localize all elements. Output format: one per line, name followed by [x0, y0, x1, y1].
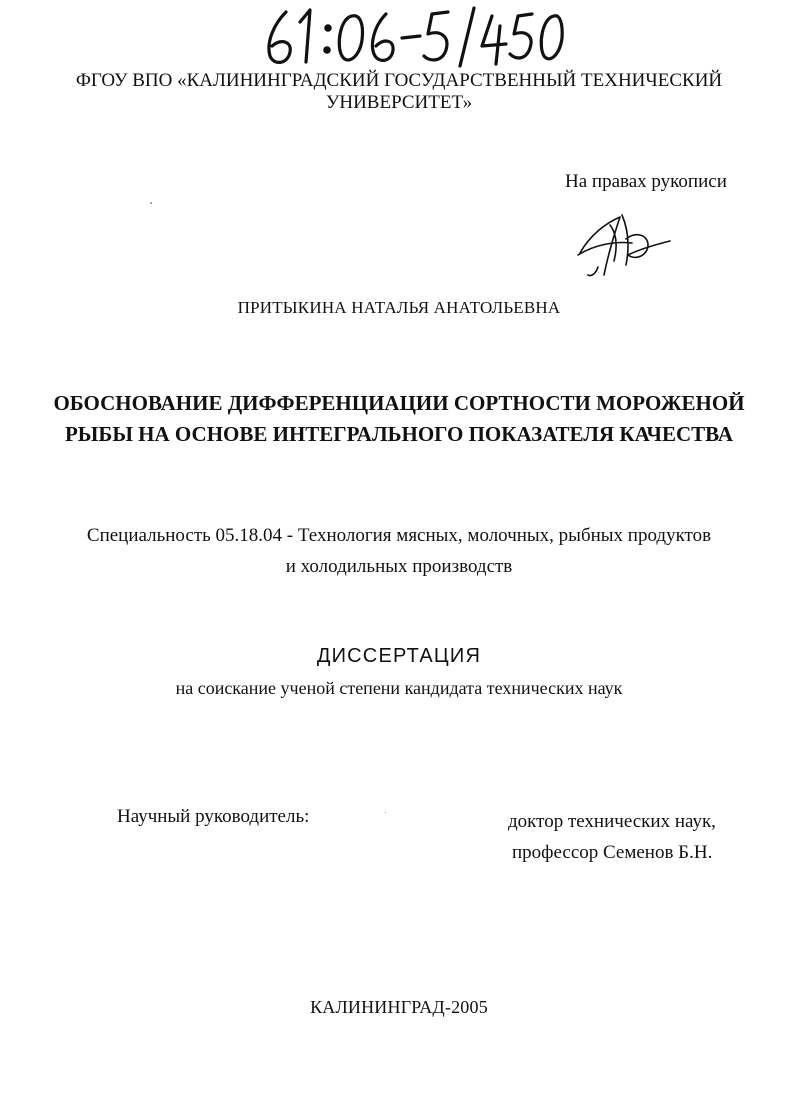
supervisor-degree: доктор технических наук,: [508, 811, 716, 832]
supervisor-name: профессор Семенов Б.Н.: [512, 842, 713, 863]
dissertation-title: [0, 388, 798, 450]
institution-name: [0, 70, 798, 114]
title-line-2: РЫБЫ НА ОСНОВЕ ИНТЕГРАЛЬНОГО ПОКАЗАТЕЛЯ КАЧЕСТВА: [64, 422, 733, 446]
author-name: ПРИТЫКИНА НАТАЛЬЯ АНАТОЛЬЕВНА: [237, 298, 561, 317]
city-year: КАЛИНИНГРАД-2005: [310, 997, 488, 1017]
author-signature: [570, 205, 680, 280]
scan-speck: [150, 202, 152, 204]
specialty-line-1: Специальность 05.18.04 - Технология мясных, молочных, рыбных продуктов: [86, 525, 712, 546]
supervisor: [508, 806, 716, 868]
document-type: ДИССЕРТАЦИЯ: [316, 645, 482, 667]
handwritten-catalog-number: [256, 2, 566, 70]
specialty: [0, 520, 798, 582]
supervisor-label: Научный руководитель:: [117, 806, 310, 827]
institution-line-2: УНИВЕРСИТЕТ»: [325, 92, 473, 113]
scan-speck: [385, 812, 386, 813]
title-line-1: ОБОСНОВАНИЕ ДИФФЕРЕНЦИАЦИИ СОРТНОСТИ МОРОЖЕНОЙ: [53, 391, 745, 415]
specialty-line-2: и холодильных производств: [285, 556, 513, 577]
degree-sought: на соискание ученой степени кандидата технических наук: [175, 678, 623, 698]
institution-line-1: ФГОУ ВПО «КАЛИНИНГРАДСКИЙ ГОСУДАРСТВЕННЫЙ ТЕХНИЧЕСКИЙ: [75, 70, 723, 91]
manuscript-note: На правах рукописи: [565, 171, 727, 192]
